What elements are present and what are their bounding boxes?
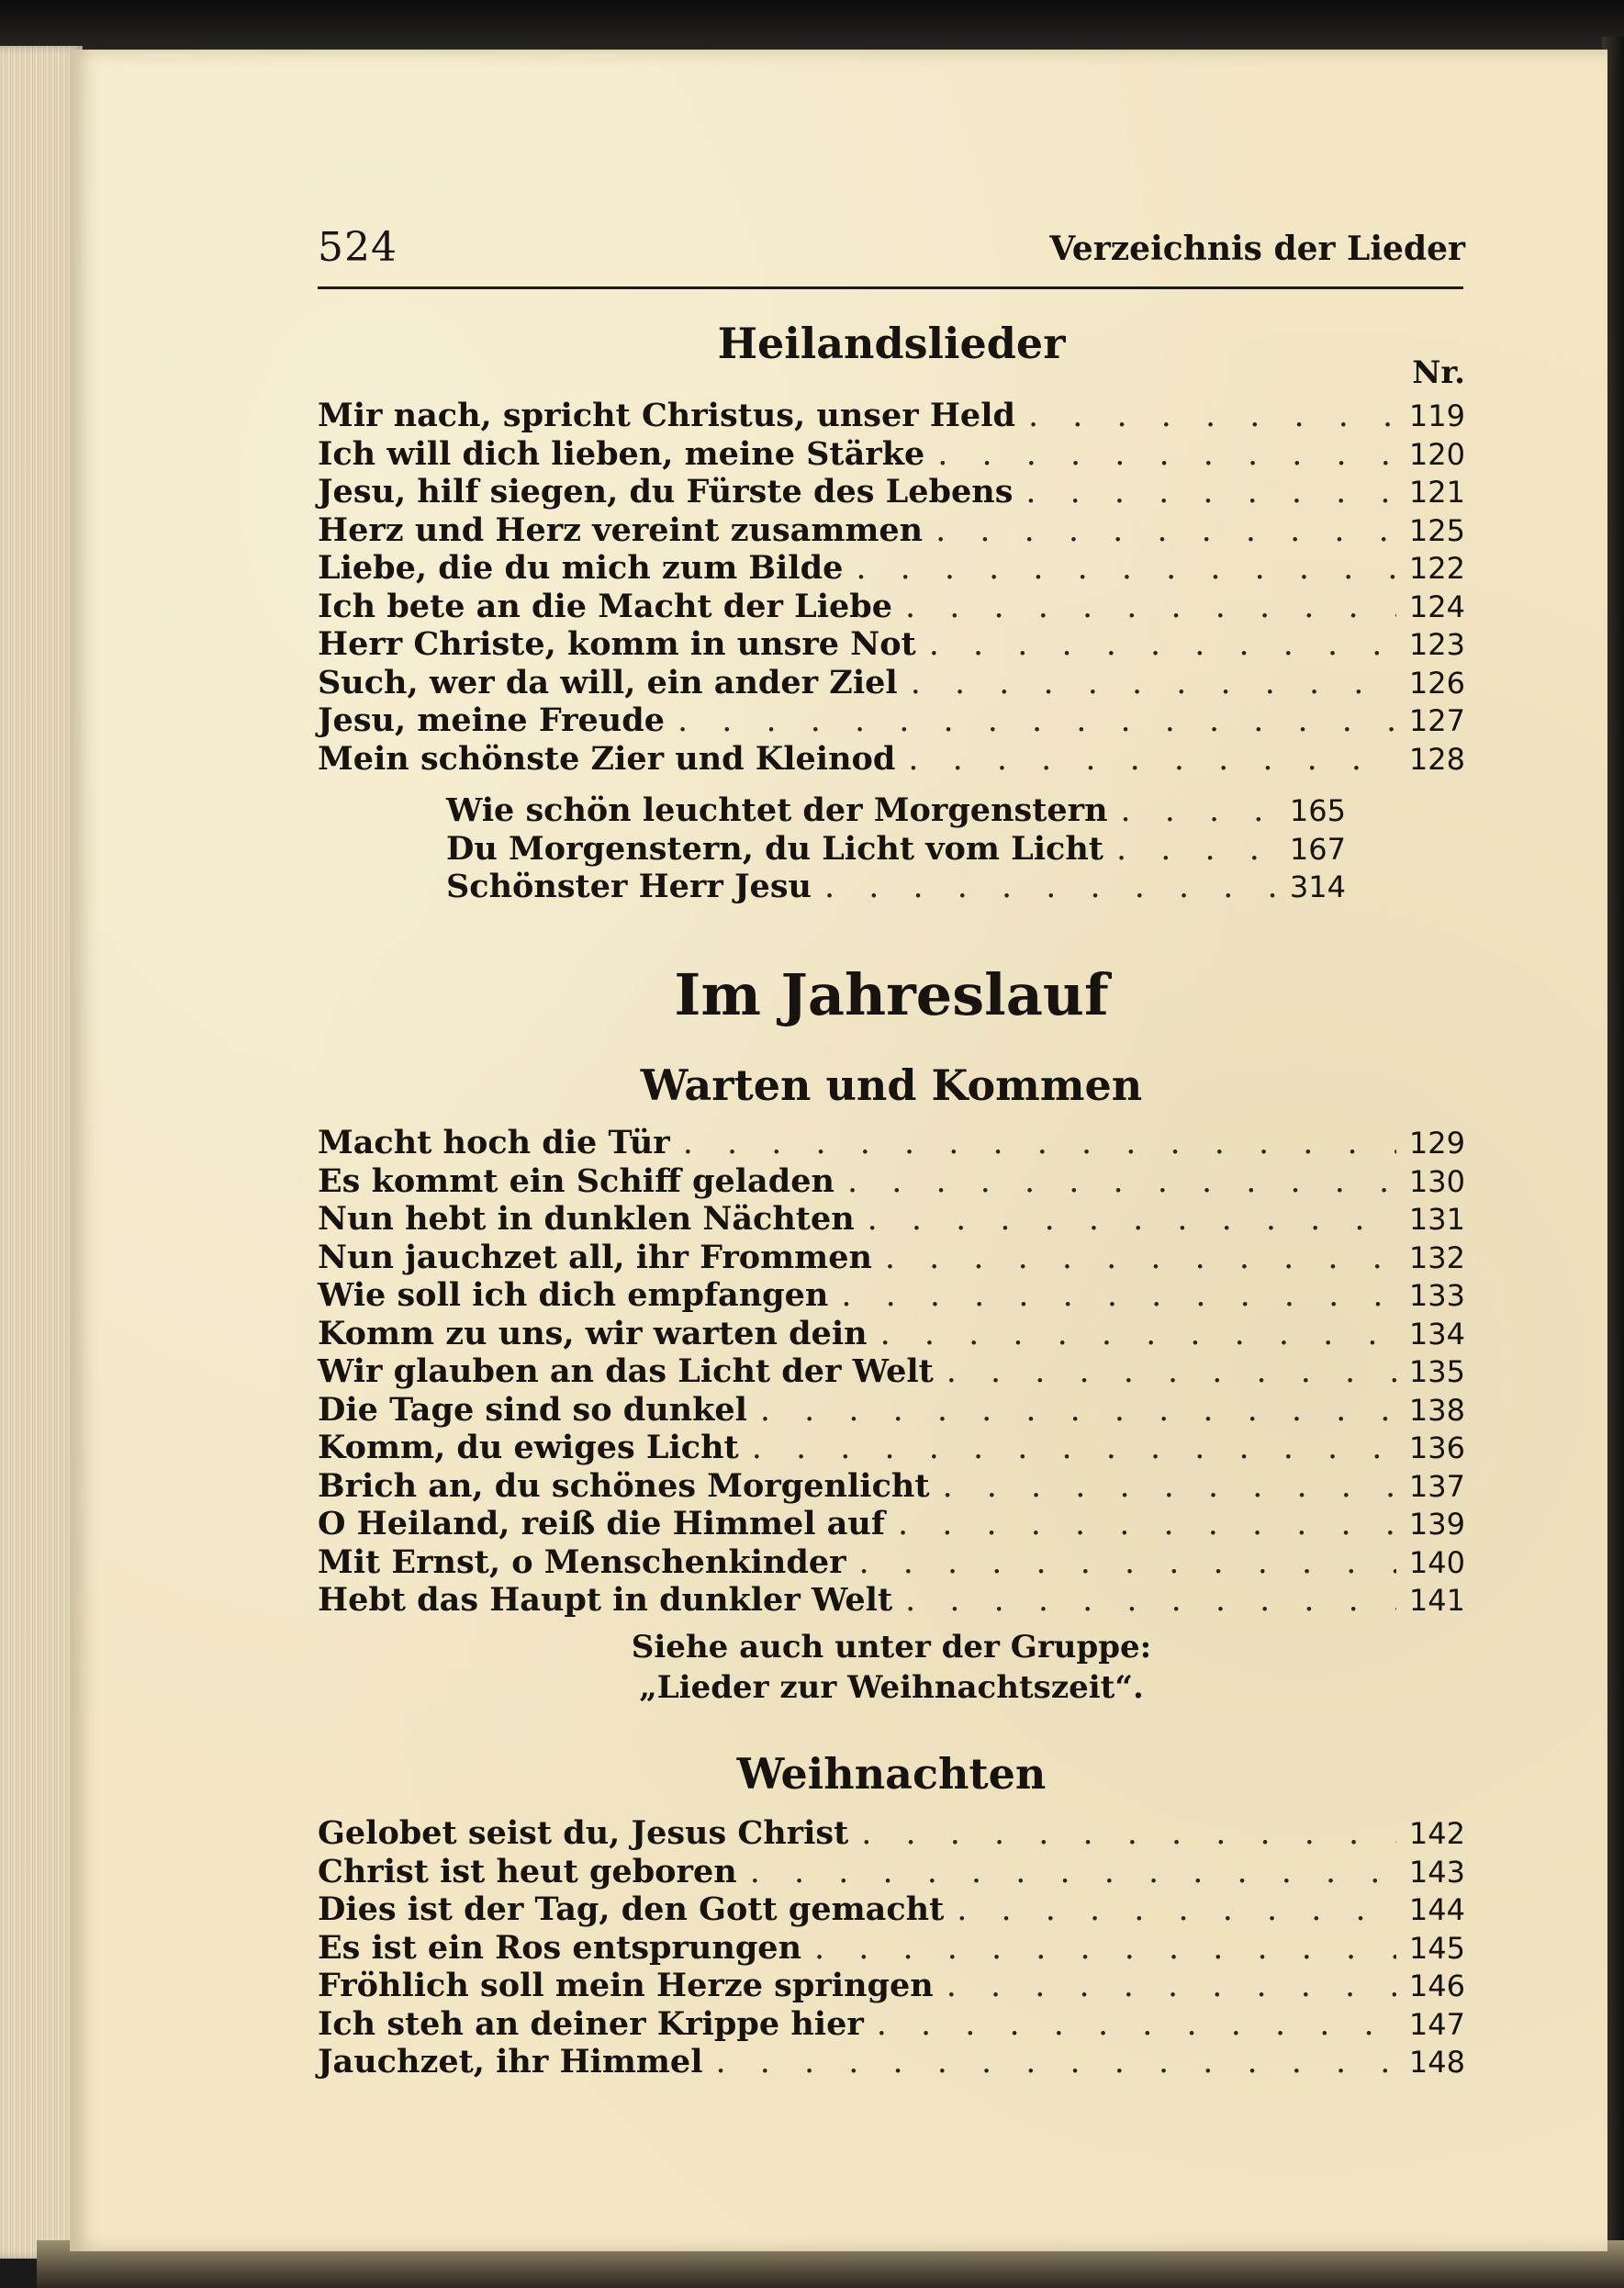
- hymn-title: Nun jauchzet all, ihr Frommen: [318, 1238, 872, 1276]
- toc-entry: [318, 1200, 1465, 1239]
- dot-leader: [908, 741, 1396, 779]
- hymn-title: Ich will dich lieben, meine Stärke: [318, 434, 925, 473]
- hymn-number: 119: [1408, 398, 1465, 433]
- toc-entry: [318, 511, 1465, 550]
- hymn-number: 144: [1408, 1892, 1465, 1927]
- section-heilandslieder: [318, 316, 1465, 371]
- hymn-number: 167: [1289, 831, 1346, 867]
- book-top-edge: [0, 0, 1624, 57]
- toc-entry: [318, 1505, 1465, 1543]
- hymn-number: 122: [1408, 551, 1465, 586]
- see-also-line: „Lieder zur Weihnachtszeit“.: [639, 1669, 1144, 1706]
- toc-entry: [318, 1967, 1465, 2005]
- dot-leader: [898, 1506, 1396, 1544]
- hymn-number: 129: [1408, 1126, 1465, 1161]
- toc-entry: [318, 549, 1465, 588]
- hymn-title: Such, wer da will, ein ander Ziel: [318, 663, 898, 701]
- hymn-number: 121: [1408, 475, 1465, 510]
- hymn-title: Fröhlich soll mein Herze springen: [318, 1967, 934, 2004]
- dot-leader: [885, 1239, 1396, 1278]
- running-title: Verzeichnis der Lieder: [1049, 230, 1465, 268]
- hymn-number: 165: [1289, 793, 1346, 828]
- hymn-title: Mit Ernst, o Menschenkinder: [318, 1542, 846, 1581]
- dot-leader: [752, 1430, 1396, 1468]
- dot-leader: [937, 436, 1396, 475]
- hymn-number: 130: [1408, 1163, 1465, 1199]
- part-heading: Im Jahreslauf: [674, 961, 1109, 1028]
- dot-leader: [678, 702, 1396, 741]
- hymn-title: Jesu, meine Freude: [318, 701, 665, 739]
- hymn-title: Mein schönste Zier und Kleinod: [318, 739, 896, 778]
- dot-leader: [716, 2044, 1396, 2082]
- dot-leader: [760, 1392, 1396, 1430]
- toc-entry: [318, 473, 1465, 511]
- hymn-title: Hebt das Haupt in dunkler Welt: [318, 1581, 893, 1619]
- dot-leader: [861, 1815, 1396, 1854]
- book-page: [70, 50, 1607, 2251]
- hymn-number: 314: [1289, 869, 1346, 904]
- heilandslieder-list: [318, 397, 1465, 778]
- dot-leader: [905, 1582, 1396, 1621]
- dot-leader: [1121, 792, 1277, 831]
- hymn-title: Es kommt ein Schiff geladen: [318, 1161, 834, 1200]
- dot-leader: [946, 1968, 1396, 2006]
- part-jahreslauf: [318, 959, 1465, 1032]
- toc-entry: [446, 830, 1346, 869]
- dot-leader: [905, 589, 1396, 627]
- hymn-number: 134: [1408, 1316, 1465, 1351]
- hymn-title: Komm, du ewiges Licht: [318, 1429, 739, 1466]
- hymn-number: 136: [1408, 1430, 1465, 1465]
- see-also-line: Siehe auch unter der Gruppe:: [631, 1629, 1152, 1666]
- toc-entry: [318, 1162, 1465, 1201]
- hymn-title: Ich steh an deiner Krippe hier: [318, 2004, 864, 2043]
- hymn-number: 126: [1408, 665, 1465, 701]
- hymn-title: Ich bete an die Macht der Liebe: [318, 587, 893, 625]
- hymn-title: Die Tage sind so dunkel: [318, 1390, 747, 1429]
- hymn-title: Liebe, die du mich zum Bilde: [318, 549, 844, 587]
- hymn-number: 132: [1408, 1239, 1465, 1275]
- toc-entry: [318, 740, 1465, 779]
- hymn-title: Macht hoch die Tür: [318, 1124, 670, 1161]
- hymn-title: Jauchzet, ihr Himmel: [318, 2043, 703, 2081]
- toc-entry: [318, 2043, 1465, 2081]
- toc-entry: [318, 2005, 1465, 2044]
- hymn-title: Wir glauben an das Licht der Welt: [318, 1352, 934, 1390]
- dot-leader: [1028, 398, 1396, 436]
- toc-entry: [318, 1467, 1465, 1506]
- hymn-title: Es ist ein Ros entsprungen: [318, 1928, 802, 1967]
- hymn-number: 123: [1408, 627, 1465, 662]
- dot-leader: [911, 665, 1396, 703]
- dot-leader: [750, 1854, 1396, 1892]
- running-head: [318, 224, 1465, 279]
- hymn-number: 141: [1408, 1583, 1465, 1618]
- dot-leader: [946, 1353, 1396, 1392]
- toc-entry: [446, 791, 1346, 830]
- hymn-number: 143: [1408, 1854, 1465, 1890]
- heilandslieder-sublist: [318, 791, 1465, 906]
- hymn-title: Nun hebt in dunklen Nächten: [318, 1200, 855, 1238]
- hymn-title: Herr Christe, komm in unsre Not: [318, 625, 916, 663]
- dot-leader: [859, 1544, 1396, 1583]
- section-heading: Warten und Kommen: [640, 1060, 1143, 1110]
- toc-entry: [318, 588, 1465, 626]
- hymn-title: Brich an, du schönes Morgenlicht: [318, 1466, 930, 1505]
- dot-leader: [957, 1891, 1396, 1930]
- hymn-number: 124: [1408, 589, 1465, 624]
- toc-entry: [318, 1581, 1465, 1620]
- toc-entry: [318, 1352, 1465, 1391]
- weihnachten-list: [318, 1814, 1465, 2081]
- dot-leader: [683, 1125, 1396, 1163]
- number-column-label: Nr.: [1412, 354, 1465, 391]
- toc-entry: [318, 1853, 1465, 1891]
- hymn-number: 146: [1408, 1968, 1465, 2003]
- hymn-number: 131: [1408, 1202, 1465, 1237]
- toc-entry: [318, 1543, 1465, 1582]
- dot-leader: [929, 626, 1396, 665]
- dot-leader: [1025, 474, 1396, 512]
- toc-entry: [318, 397, 1465, 435]
- hymn-number: 142: [1408, 1816, 1465, 1851]
- hymn-title: Dies ist der Tag, den Gott gemacht: [318, 1890, 945, 1928]
- toc-entry: [318, 1929, 1465, 1968]
- dot-leader: [841, 1277, 1396, 1316]
- hymn-number: 135: [1408, 1354, 1465, 1389]
- toc-entry: [318, 435, 1465, 474]
- see-also-note: [318, 1627, 1465, 1708]
- dot-leader: [856, 550, 1396, 589]
- hymn-number: 137: [1408, 1468, 1465, 1504]
- dot-leader: [943, 1468, 1396, 1507]
- hymn-title: Komm zu uns, wir warten dein: [318, 1314, 868, 1352]
- section-heading: Heilandslieder: [717, 319, 1066, 368]
- hymn-title: Wie soll ich dich empfangen: [318, 1276, 829, 1314]
- hymn-title: Wie schön leuchtet der Morgenstern: [446, 791, 1108, 829]
- section-heading: Weihnachten: [736, 1749, 1047, 1799]
- dot-leader: [847, 1163, 1396, 1202]
- dot-leader: [1116, 831, 1277, 869]
- dot-leader: [880, 1316, 1396, 1354]
- toc-entry: [318, 1276, 1465, 1315]
- hymn-title: Jesu, hilf siegen, du Fürste des Lebens: [318, 473, 1014, 510]
- hymn-number: 148: [1408, 2045, 1465, 2080]
- header-rule: [318, 286, 1463, 289]
- hymn-number: 120: [1408, 436, 1465, 472]
- hymn-number: 133: [1408, 1278, 1465, 1313]
- toc-entry: [318, 701, 1465, 740]
- dot-leader: [824, 869, 1277, 907]
- dot-leader: [868, 1201, 1396, 1239]
- hymn-number: 138: [1408, 1392, 1465, 1428]
- section-warten-und-kommen: [318, 1058, 1465, 1113]
- hymn-title: Mir nach, spricht Christus, unser Held: [318, 397, 1015, 434]
- toc-entry: [318, 1429, 1465, 1467]
- hymn-title: Herz und Herz vereint zusammen: [318, 510, 924, 549]
- hymn-number: 147: [1408, 2006, 1465, 2042]
- hymn-number: 145: [1408, 1930, 1465, 1966]
- section-weihnachten: [318, 1746, 1465, 1801]
- page-number: 524: [318, 224, 398, 271]
- hymn-number: 139: [1408, 1507, 1465, 1542]
- dot-leader: [877, 2006, 1396, 2045]
- hymn-title: O Heiland, reiß die Himmel auf: [318, 1505, 885, 1542]
- toc-entry: [318, 1124, 1465, 1162]
- warten-list: [318, 1124, 1465, 1620]
- toc-entry: [318, 664, 1465, 702]
- dot-leader: [814, 1930, 1396, 1968]
- hymn-title: Christ ist heut geboren: [318, 1852, 737, 1890]
- hymn-number: 127: [1408, 703, 1465, 738]
- toc-entry: [318, 1890, 1465, 1929]
- hymn-title: Schönster Herr Jesu: [446, 868, 812, 905]
- hymn-title: Gelobet seist du, Jesus Christ: [318, 1814, 849, 1852]
- hymn-title: Du Morgenstern, du Licht vom Licht: [446, 829, 1103, 868]
- hymn-number: 140: [1408, 1544, 1465, 1580]
- toc-entry: [318, 625, 1465, 664]
- toc-entry: [318, 1239, 1465, 1277]
- hymn-number: 128: [1408, 741, 1465, 777]
- toc-entry: [318, 1315, 1465, 1353]
- dot-leader: [935, 512, 1396, 551]
- toc-entry: [446, 868, 1346, 906]
- toc-entry: [318, 1391, 1465, 1430]
- hymn-number: 125: [1408, 512, 1465, 548]
- toc-entry: [318, 1814, 1465, 1853]
